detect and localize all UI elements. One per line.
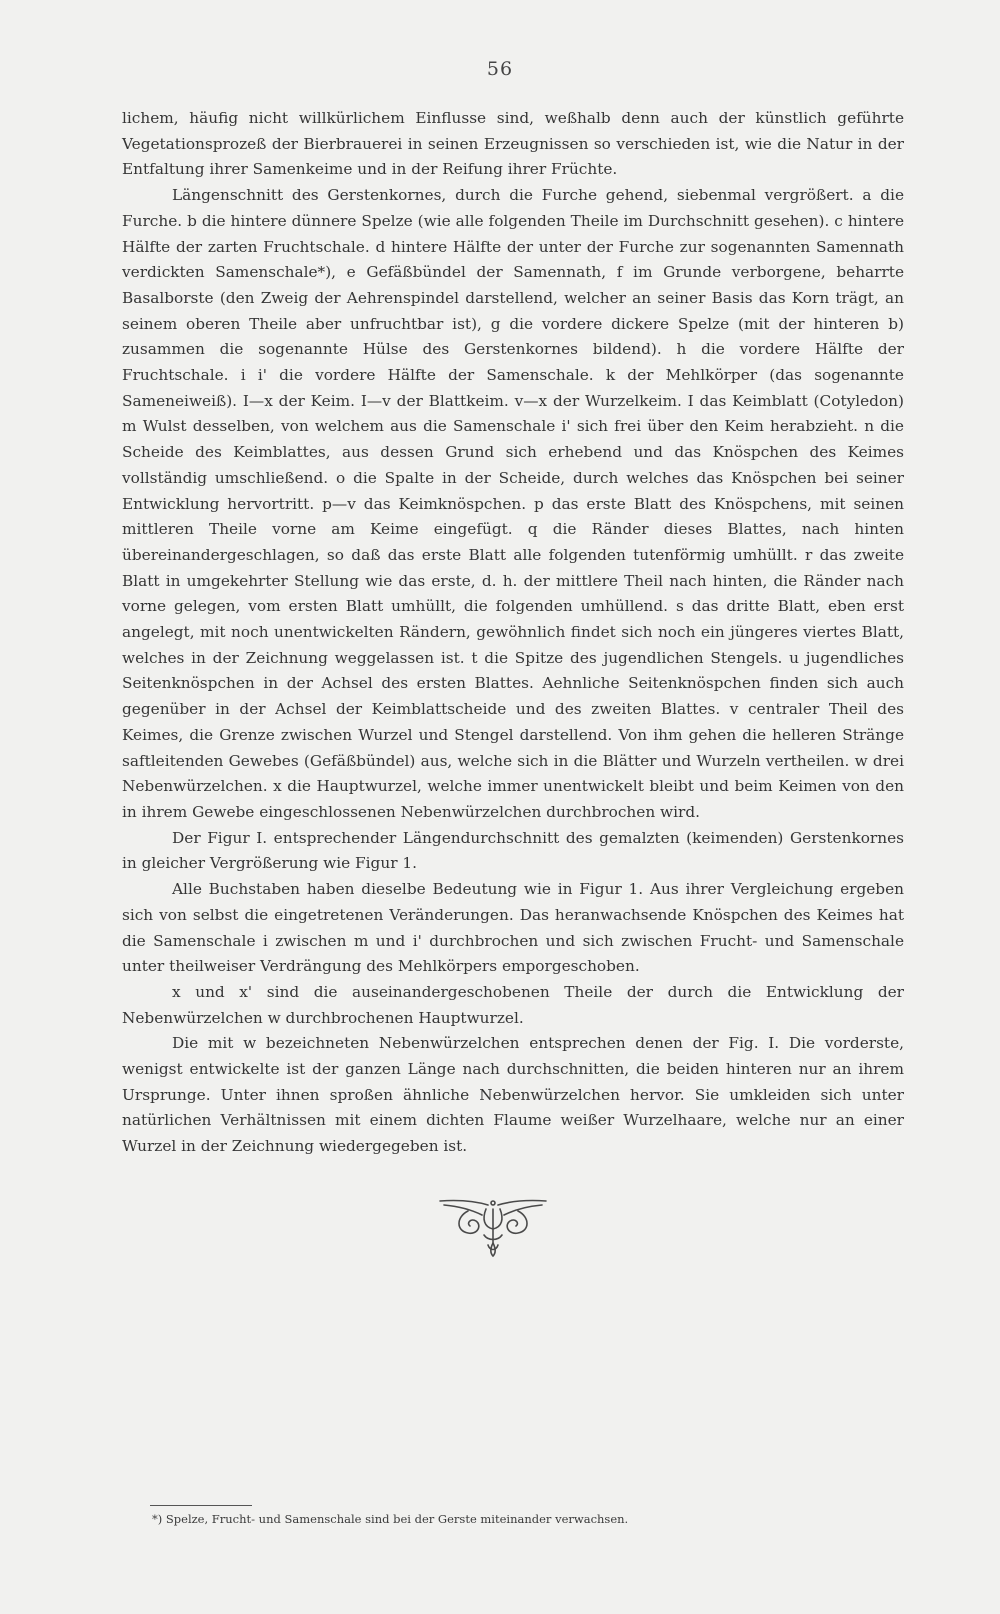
- scroll-ornament-icon: [438, 1195, 548, 1259]
- paragraph-letters-meaning: Alle Buchstaben haben dieselbe Bedeutung wie in Figur 1. Aus ihrer Vergleichung ergeben sich von selbst die eingetretenen Veränderungen. Das heranwachsende Knöspchen des Keimes hat die Samenschale i zwischen m und i' durchbrochen und sich zwischen Frucht- und Samenschale unter theilweiser Verdrängung des Mehlkörpers emporgeschoben.: [122, 880, 904, 976]
- paragraph-figure-1-legend: Längenschnitt des Gerstenkornes, durch die Furche gehend, siebenmal vergrößert. a die Furche. b die hintere dünnere Spelze (wie alle folgenden Theile im Durchschnitt gesehen). c hintere Hälfte der zarten Fruchtschale. d hintere Hälfte der unter der Furche zur sogenannten Samennath verdickten Samenschale*), e Gefäßbündel der Samennath, f im Grunde verborgene, beharrte Basalborste (den Zweig der Aehrenspindel darstellend, welcher an seiner Basis das Korn trägt, an seinem oberen Theile aber unfruchtbar ist), g die vordere dickere Spelze (mit der hinteren b) zusammen die sogenannte Hülse des Gerstenkornes bildend). h die vordere Hälfte der Fruchtschale. i i' die vordere Hälfte der Samenschale. k der Mehlkörper (das sogenannte Sameneiweiß). I—x der Keim. I—v der Blattkeim. v—x der Wurzelkeim. I das Keimblatt (Cotyledon) m Wulst desselben, von welchem aus die Samenschale i' sich frei über den Keim herabzieht. n die Scheide des Keimblattes, aus dessen Grund sich erhebend und das Knöspchen des Keimes vollständig umschließend. o die Spalte in der Scheide, durch welches das Knöspchen bei seiner Entwicklung hervortritt. p—v das Keimknöspchen. p das erste Blatt des Knöspchens, mit seinen mittleren Theile vorne am Keime eingefügt. q die Ränder dieses Blattes, nach hinten übereinandergeschlagen, so daß das erste Blatt alle folgenden tutenförmig umhüllt. r das zweite Blatt in umgekehrter Stellung wie das erste, d. h. der mittlere Theil nach hinten, die Ränder nach vorne gelegen, vom ersten Blatt umhüllt, die folgenden umhüllend. s das dritte Blatt, eben erst angelegt, mit noch unentwickelten Rändern, gewöhnlich findet sich noch ein jüngeres viertes Blatt, welches in der Zeichnung weggelassen ist. t die Spitze des jugendlichen Stengels. u jugendliches Seitenknöspchen in der Achsel des ersten Blattes. Aehnliche Seitenknöspchen finden sich auch gegenüber in der Achsel der Keimblattscheide und des zweiten Blattes. v centraler Theil des Keimes, die Grenze zwischen Wurzel und Stengel darstellend. Von ihm gehen die helleren Stränge saftleitenden Gewebes (Gefäßbündel) aus, welche sich in die Blätter und Wurzeln vertheilen. w drei Nebenwürzelchen. x die Hauptwurzel, welche immer unentwickelt bleibt und beim Keimen von den in ihrem Gewebe eingeschlossenen Nebenwürzelchen durchbrochen wird.: [122, 186, 904, 821]
- body-text: [122, 106, 904, 1160]
- footnote-rule: [150, 1505, 252, 1506]
- paragraph-figure-2-caption: Der Figur I. entsprechender Längendurchschnitt des gemalzten (keimenden) Gerstenkornes in gleicher Vergrößerung wie Figur 1.: [122, 828, 904, 873]
- paragraph-secondary-roots: Die mit w bezeichneten Nebenwürzelchen entsprechen denen der Fig. I. Die vorderste, wenigst entwickelte ist der ganzen Länge nach durchschnitten, die beiden hinteren nur an ihrem Ursprunge. Unter ihnen sproßen ähnliche Nebenwürzelchen hervor. Sie umkleiden sich unter natürlichen Verhältnissen mit einem dichten Flaume weißer Wurzelhaare, welche nur an einer Wurzel in der Zeichnung wiedergegeben ist.: [122, 1034, 904, 1156]
- paragraph-continuation: lichem, häufig nicht willkürlichem Einflusse sind, weßhalb denn auch der künstlich geführte Vegetationsprozeß der Bierbrauerei in seinen Erzeugnissen so verschieden ist, wie die Natur in der Entfaltung ihrer Samenkeime und in der Reifung ihrer Früchte.: [122, 109, 904, 179]
- footnote: *) Spelze, Frucht- und Samenschale sind bei der Gerste miteinander verwachsen.: [152, 1512, 629, 1526]
- paragraph-main-root: x und x' sind die auseinandergeschobenen Theile der durch die Entwicklung der Nebenwürzelchen w durchbrochenen Hauptwurzel.: [122, 982, 904, 1027]
- page-number: 56: [486, 58, 514, 80]
